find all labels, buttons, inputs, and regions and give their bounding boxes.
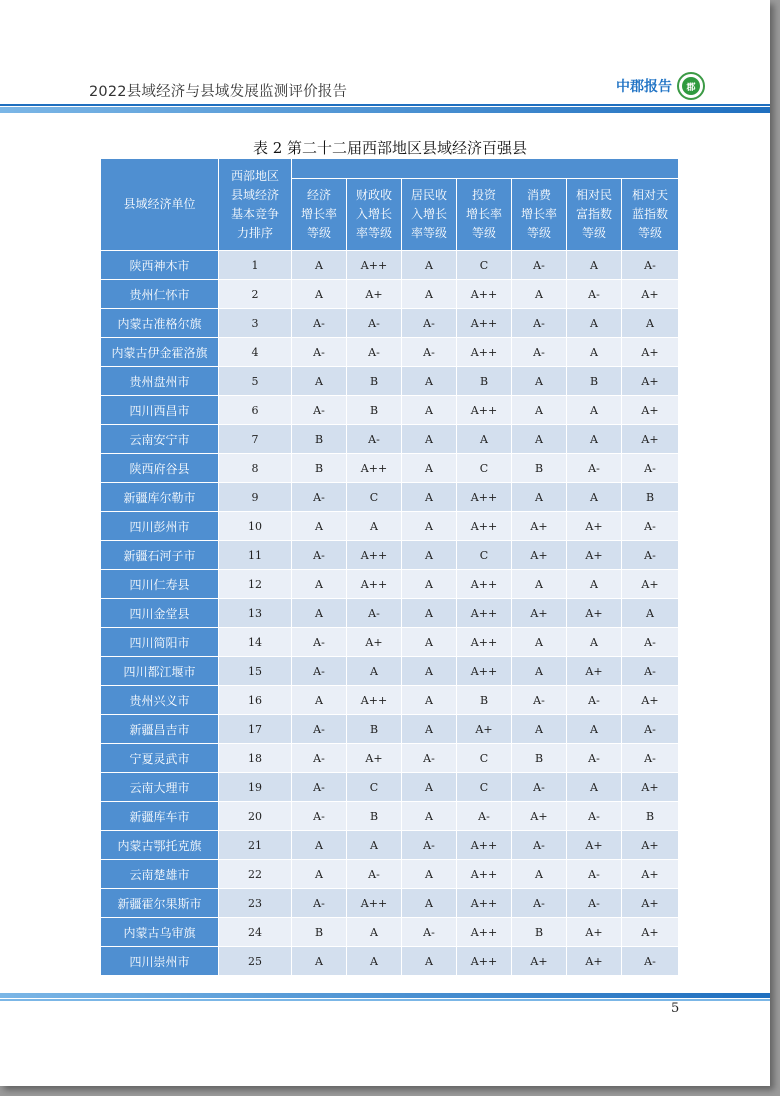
table-row (101, 773, 679, 802)
county-name-cell: 内蒙古鄂托克旗 (101, 831, 219, 860)
grade-cell: A (567, 570, 622, 599)
grade-cell: A+ (622, 280, 679, 309)
grade-cell: A- (402, 338, 457, 367)
rank-cell: 4 (219, 338, 292, 367)
grade-cell: A (292, 831, 347, 860)
grade-cell: A- (622, 251, 679, 280)
header-rank-line: 力排序 (236, 225, 273, 240)
grade-cell: A (402, 715, 457, 744)
rank-cell: 12 (219, 570, 292, 599)
header-col-line: 相对民 (575, 188, 612, 202)
header-rank-line: 西部地区 (230, 168, 279, 183)
grade-cell: A (567, 338, 622, 367)
rank-cell: 10 (219, 512, 292, 541)
grade-cell: A- (347, 309, 402, 338)
grade-cell: B (622, 802, 679, 831)
grade-cell: A (512, 425, 567, 454)
grade-cell: A (347, 831, 402, 860)
header-col-line: 投资 (471, 188, 496, 202)
grade-cell: A- (292, 483, 347, 512)
header-col-1 (292, 179, 347, 251)
grade-cell: A++ (457, 889, 512, 918)
county-name-cell: 四川崇州市 (101, 947, 219, 976)
grade-cell: A (402, 686, 457, 715)
header-col-line: 入增长 (410, 207, 447, 221)
header-col-line: 消费 (526, 188, 551, 202)
grade-cell: A++ (457, 483, 512, 512)
grade-cell: A- (622, 744, 679, 773)
county-name-cell: 新疆库尔勒市 (101, 483, 219, 512)
grade-cell: A (292, 512, 347, 541)
header-col-2 (347, 179, 402, 251)
grade-cell: A- (622, 657, 679, 686)
grade-cell: A (512, 657, 567, 686)
grade-cell: A (402, 570, 457, 599)
table-row (101, 686, 679, 715)
county-name-cell: 新疆昌吉市 (101, 715, 219, 744)
grade-cell: A- (512, 831, 567, 860)
grade-cell: A (402, 396, 457, 425)
grade-cell: B (622, 483, 679, 512)
grade-cell: A- (622, 541, 679, 570)
grade-cell: A (402, 367, 457, 396)
grade-cell: A+ (567, 599, 622, 628)
grade-cell: B (292, 918, 347, 947)
grade-cell: A- (567, 802, 622, 831)
rank-cell: 23 (219, 889, 292, 918)
grade-cell: A (402, 541, 457, 570)
grade-cell: A+ (622, 831, 679, 860)
grade-cell: A+ (347, 744, 402, 773)
header-col-line: 等级 (581, 226, 606, 240)
grade-cell: B (457, 367, 512, 396)
grade-cell: A- (622, 628, 679, 657)
grade-cell: A+ (622, 918, 679, 947)
grade-cell: A+ (512, 541, 567, 570)
grade-cell: A (567, 715, 622, 744)
header-blank-band (292, 159, 679, 179)
grade-cell: A+ (567, 831, 622, 860)
grade-cell: B (457, 686, 512, 715)
grade-cell: A (512, 715, 567, 744)
rank-cell: 2 (219, 280, 292, 309)
grade-cell: A (402, 280, 457, 309)
grade-cell: A (402, 889, 457, 918)
grade-cell: A- (622, 947, 679, 976)
header-rank-line: 县域经济 (230, 187, 279, 202)
grade-cell: B (292, 454, 347, 483)
rank-cell: 8 (219, 454, 292, 483)
grade-cell: A+ (512, 512, 567, 541)
grade-cell: A++ (457, 280, 512, 309)
grade-cell: A+ (512, 599, 567, 628)
header-col-line: 增长率 (465, 207, 502, 221)
table-row (101, 715, 679, 744)
header-col-5 (512, 179, 567, 251)
rank-cell: 20 (219, 802, 292, 831)
grade-cell: A (292, 251, 347, 280)
grade-cell: A- (292, 715, 347, 744)
header-col-line: 财政收 (355, 188, 392, 202)
rank-cell: 22 (219, 860, 292, 889)
grade-cell: A (622, 309, 679, 338)
grade-cell: A++ (457, 831, 512, 860)
header-col-3 (402, 179, 457, 251)
header-col-line: 率等级 (410, 226, 447, 240)
grade-cell: A- (292, 889, 347, 918)
grade-cell: A+ (622, 367, 679, 396)
grade-cell: A- (512, 773, 567, 802)
county-name-cell: 云南大理市 (101, 773, 219, 802)
table-row (101, 425, 679, 454)
grade-cell: A (512, 860, 567, 889)
grade-cell: A (402, 657, 457, 686)
county-name-cell: 内蒙古伊金霍洛旗 (101, 338, 219, 367)
table-row (101, 599, 679, 628)
grade-cell: A++ (347, 251, 402, 280)
grade-cell: A- (402, 744, 457, 773)
grade-cell: A (292, 686, 347, 715)
grade-cell: A (512, 570, 567, 599)
grade-cell: A+ (567, 512, 622, 541)
grade-cell: A (567, 251, 622, 280)
grade-cell: A- (347, 338, 402, 367)
county-name-cell: 贵州兴义市 (101, 686, 219, 715)
grade-cell: A+ (622, 570, 679, 599)
grade-cell: A- (512, 338, 567, 367)
grade-cell: A (567, 396, 622, 425)
county-name-cell: 四川西昌市 (101, 396, 219, 425)
grade-cell: A++ (457, 396, 512, 425)
grade-cell: A (512, 280, 567, 309)
grade-cell: B (347, 802, 402, 831)
grade-cell: A (292, 860, 347, 889)
grade-cell: A (402, 860, 457, 889)
rank-cell: 19 (219, 773, 292, 802)
report-header-title: 2022县域经济与县域发展监测评价报告 (89, 84, 348, 100)
grade-cell: A (512, 396, 567, 425)
grade-cell: C (347, 483, 402, 512)
grade-cell: B (347, 367, 402, 396)
rank-cell: 11 (219, 541, 292, 570)
brand-logo (677, 72, 705, 100)
table-row (101, 860, 679, 889)
grade-cell: A (402, 773, 457, 802)
grade-cell: A (292, 367, 347, 396)
grade-cell: A++ (457, 947, 512, 976)
county-name-cell: 四川简阳市 (101, 628, 219, 657)
table-row (101, 251, 679, 280)
county-name-cell: 贵州仁怀市 (101, 280, 219, 309)
grade-cell: A+ (622, 773, 679, 802)
table-row (101, 367, 679, 396)
footer-divider-thick (0, 993, 770, 998)
grade-cell: A- (347, 860, 402, 889)
county-name-cell: 云南楚雄市 (101, 860, 219, 889)
grade-cell: A- (292, 802, 347, 831)
county-name-cell: 新疆石河子市 (101, 541, 219, 570)
grade-cell: A (292, 947, 347, 976)
rank-cell: 14 (219, 628, 292, 657)
grade-cell: A- (567, 744, 622, 773)
grade-cell: C (457, 454, 512, 483)
grade-cell: A- (622, 715, 679, 744)
header-col-line: 蓝指数 (632, 207, 669, 221)
county-name-cell: 四川金堂县 (101, 599, 219, 628)
grade-cell: A++ (457, 338, 512, 367)
grade-cell: A- (402, 309, 457, 338)
grade-cell: A- (457, 802, 512, 831)
grade-cell: A++ (457, 657, 512, 686)
grade-cell: A+ (622, 396, 679, 425)
grade-cell: A++ (457, 918, 512, 947)
table-row (101, 454, 679, 483)
grade-cell: A+ (512, 947, 567, 976)
grade-cell: C (347, 773, 402, 802)
grade-cell: A- (567, 889, 622, 918)
grade-cell: C (457, 251, 512, 280)
county-name-cell: 内蒙古乌审旗 (101, 918, 219, 947)
grade-cell: A- (622, 454, 679, 483)
grade-cell: A++ (457, 860, 512, 889)
grade-cell: A+ (457, 715, 512, 744)
header-divider-thick (0, 107, 770, 113)
grade-cell: A (347, 512, 402, 541)
grade-cell: C (457, 541, 512, 570)
rank-cell: 18 (219, 744, 292, 773)
county-name-cell: 四川彭州市 (101, 512, 219, 541)
grade-cell: A++ (347, 570, 402, 599)
grade-cell: A (292, 599, 347, 628)
county-name-cell: 宁夏灵武市 (101, 744, 219, 773)
table-row (101, 947, 679, 976)
grade-cell: A++ (457, 599, 512, 628)
grade-cell: A++ (457, 628, 512, 657)
county-name-cell: 四川仁寿县 (101, 570, 219, 599)
rank-cell: 1 (219, 251, 292, 280)
table-row (101, 889, 679, 918)
grade-cell: A (402, 599, 457, 628)
header-col-4 (457, 179, 512, 251)
grade-cell: A+ (567, 918, 622, 947)
grade-cell: A- (512, 309, 567, 338)
table-row (101, 628, 679, 657)
header-rank-line: 基本竞争 (230, 206, 279, 221)
rank-cell: 15 (219, 657, 292, 686)
grade-cell: A- (292, 744, 347, 773)
brand-logo-mark: 郡 (682, 77, 700, 95)
grade-cell: A (402, 251, 457, 280)
grade-cell: A- (292, 541, 347, 570)
rank-cell: 7 (219, 425, 292, 454)
grade-cell: A- (292, 628, 347, 657)
grade-cell: A++ (347, 541, 402, 570)
header-rank (219, 159, 292, 251)
header-divider-thin (0, 104, 770, 106)
grade-cell: A+ (347, 280, 402, 309)
grade-cell: B (292, 425, 347, 454)
grade-cell: A (512, 628, 567, 657)
grade-cell: A+ (512, 802, 567, 831)
grade-cell: A (512, 367, 567, 396)
table-row (101, 396, 679, 425)
grade-cell: A++ (347, 889, 402, 918)
grade-cell: A+ (622, 425, 679, 454)
grade-cell: A- (622, 512, 679, 541)
table-row (101, 570, 679, 599)
header-col-line: 增长率 (520, 207, 557, 221)
grade-cell: A (402, 425, 457, 454)
header-unit: 县域经济单位 (101, 159, 219, 251)
grade-cell: A+ (567, 947, 622, 976)
grade-cell: A- (292, 309, 347, 338)
header-col-line: 等级 (471, 226, 496, 240)
header-col-line: 等级 (526, 226, 551, 240)
grade-cell: A (457, 425, 512, 454)
grade-cell: A (567, 425, 622, 454)
table-row (101, 512, 679, 541)
header-col-line: 率等级 (355, 226, 392, 240)
grade-cell: A (292, 280, 347, 309)
grade-cell: A- (292, 396, 347, 425)
county-name-cell: 陕西神木市 (101, 251, 219, 280)
rank-cell: 6 (219, 396, 292, 425)
county-name-cell: 新疆霍尔果斯市 (101, 889, 219, 918)
county-name-cell: 四川都江堰市 (101, 657, 219, 686)
rank-cell: 3 (219, 309, 292, 338)
header-col-line: 经济 (306, 188, 331, 202)
grade-cell: A- (402, 831, 457, 860)
rank-cell: 24 (219, 918, 292, 947)
grade-cell: A+ (567, 657, 622, 686)
rank-cell: 25 (219, 947, 292, 976)
county-name-cell: 云南安宁市 (101, 425, 219, 454)
grade-cell: A- (347, 425, 402, 454)
table-row (101, 483, 679, 512)
grade-cell: A (402, 454, 457, 483)
grade-cell: A- (567, 280, 622, 309)
table-row (101, 280, 679, 309)
header-col-line: 相对天 (632, 188, 669, 202)
header-col-6 (567, 179, 622, 251)
rank-cell: 13 (219, 599, 292, 628)
table-title: 表 2 第二十二届西部地区县域经济百强县 (252, 139, 528, 157)
grade-cell: A (292, 570, 347, 599)
county-name-cell: 新疆库车市 (101, 802, 219, 831)
grade-cell: A- (567, 454, 622, 483)
grade-cell: A (402, 947, 457, 976)
grade-cell: A (622, 599, 679, 628)
grade-cell: A+ (347, 628, 402, 657)
table-row (101, 541, 679, 570)
county-name-cell: 内蒙古准格尔旗 (101, 309, 219, 338)
header-col-line: 入增长 (355, 207, 392, 221)
grade-cell: A (402, 483, 457, 512)
county-ranking-table (100, 158, 679, 976)
grade-cell: A (347, 947, 402, 976)
grade-cell: B (567, 367, 622, 396)
grade-cell: A++ (457, 309, 512, 338)
rank-cell: 17 (219, 715, 292, 744)
grade-cell: A (347, 918, 402, 947)
grade-cell: A+ (622, 686, 679, 715)
county-name-cell: 贵州盘州市 (101, 367, 219, 396)
grade-cell: A- (567, 860, 622, 889)
grade-cell: C (457, 744, 512, 773)
grade-cell: A- (567, 686, 622, 715)
grade-cell: A- (292, 338, 347, 367)
grade-cell: A+ (622, 860, 679, 889)
grade-cell: B (512, 918, 567, 947)
header-col-line: 等级 (638, 226, 663, 240)
grade-cell: A- (292, 773, 347, 802)
grade-cell: A- (512, 889, 567, 918)
rank-cell: 21 (219, 831, 292, 860)
grade-cell: A (347, 657, 402, 686)
grade-cell: B (512, 744, 567, 773)
grade-cell: A (512, 483, 567, 512)
grade-cell: A (567, 628, 622, 657)
table-row (101, 338, 679, 367)
header-col-line: 增长率 (300, 207, 337, 221)
grade-cell: B (347, 396, 402, 425)
table-row (101, 918, 679, 947)
grade-cell: A (402, 628, 457, 657)
grade-cell: A- (292, 657, 347, 686)
grade-cell: A (567, 483, 622, 512)
grade-cell: A (402, 802, 457, 831)
grade-cell: A++ (457, 512, 512, 541)
grade-cell: A+ (622, 889, 679, 918)
grade-cell: A (567, 773, 622, 802)
footer-divider-thin (0, 999, 770, 1001)
header-col-line: 居民收 (410, 188, 447, 202)
grade-cell: A (567, 309, 622, 338)
brand-name: 中郡报告 (616, 79, 672, 95)
grade-cell: A++ (347, 454, 402, 483)
page-number: 5 (671, 1001, 680, 1016)
header-col-7 (622, 179, 679, 251)
rank-cell: 9 (219, 483, 292, 512)
grade-cell: B (512, 454, 567, 483)
grade-cell: A+ (622, 338, 679, 367)
grade-cell: A- (512, 686, 567, 715)
table-row (101, 831, 679, 860)
table-row (101, 802, 679, 831)
rank-cell: 16 (219, 686, 292, 715)
grade-cell: A- (512, 251, 567, 280)
grade-cell: A++ (347, 686, 402, 715)
header-col-line: 富指数 (575, 207, 612, 221)
table-row (101, 744, 679, 773)
grade-cell: A- (347, 599, 402, 628)
table-row (101, 309, 679, 338)
grade-cell: A++ (457, 570, 512, 599)
grade-cell: A+ (567, 541, 622, 570)
county-name-cell: 陕西府谷县 (101, 454, 219, 483)
grade-cell: A- (402, 918, 457, 947)
grade-cell: A (402, 512, 457, 541)
header-col-line: 等级 (306, 226, 331, 240)
rank-cell: 5 (219, 367, 292, 396)
table-row (101, 657, 679, 686)
grade-cell: C (457, 773, 512, 802)
grade-cell: B (347, 715, 402, 744)
